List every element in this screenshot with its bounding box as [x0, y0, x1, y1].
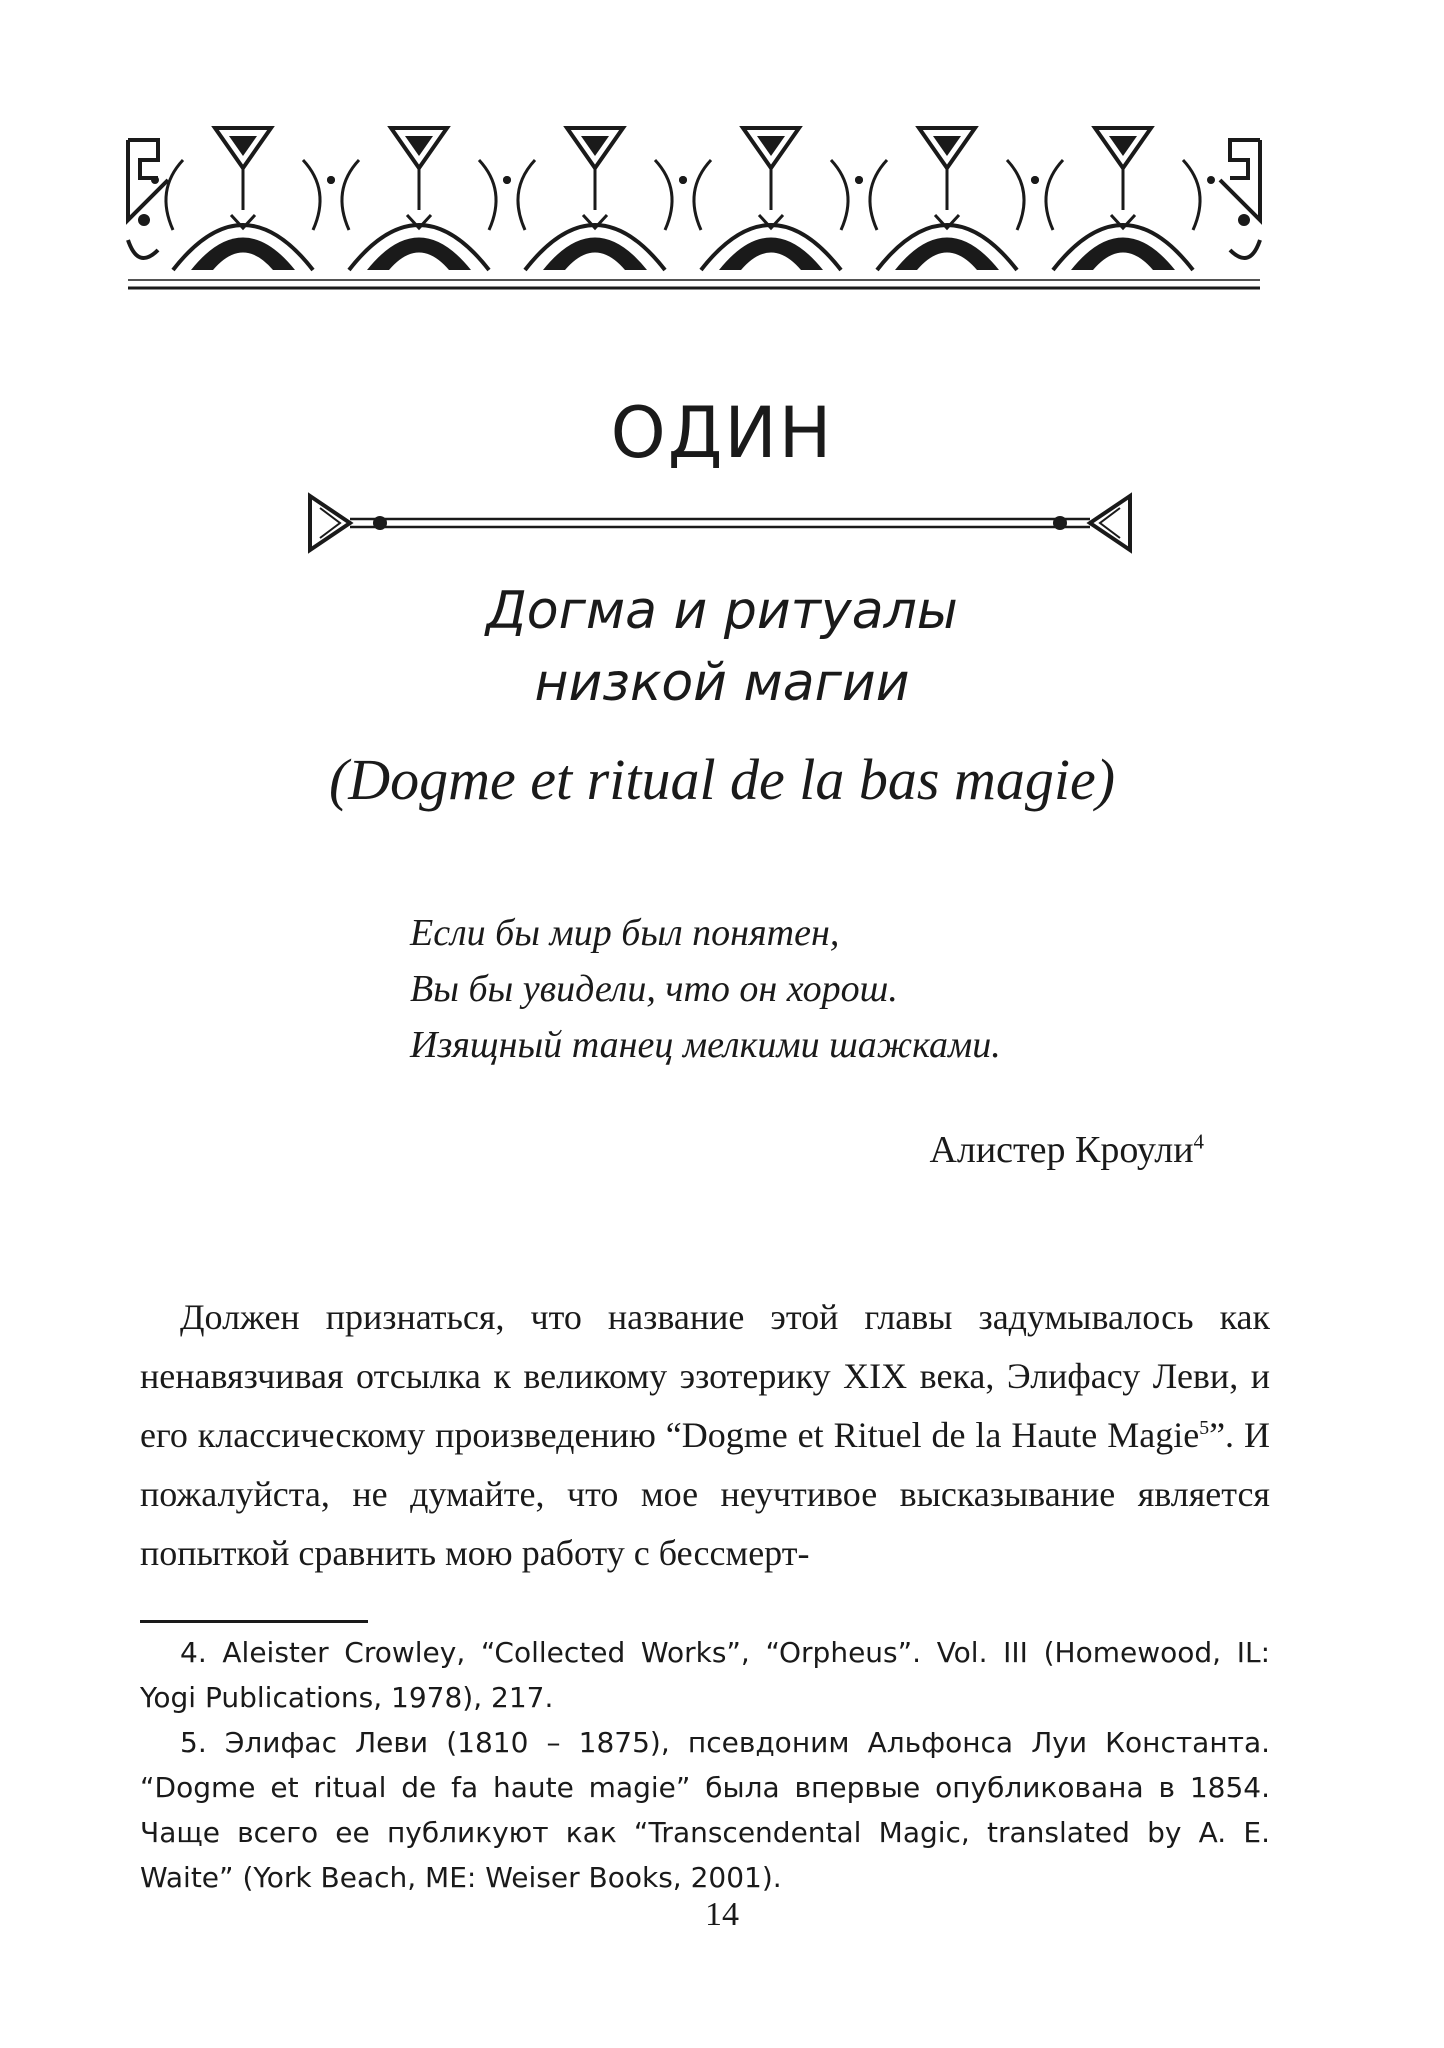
page-number: 14: [705, 1896, 739, 1933]
epigraph-line-1: Если бы мир был понятен,: [410, 912, 840, 954]
body-text: [140, 1288, 1270, 1583]
footnote-separator: [140, 1620, 368, 1623]
body-paragraph-part-1: Должен признаться, что название этой главы задумывалось как ненавязчивая отсылка к великому эзотерику XIX века, Элифасу Леви, и его классическому произведению “Dogme et Rituel de la Haute Magie: [140, 1297, 1270, 1455]
chapter-title: [0, 575, 1444, 719]
chapter-number: ОДИН: [610, 392, 834, 474]
body-paragraph: [140, 1288, 1270, 1583]
chapter-title-line-2: низкой магии: [534, 653, 910, 713]
epigraph-line-3: Изящный танец мелкими шажками.: [410, 1024, 1001, 1066]
footnote-5: 5. Элифас Леви (1810 – 1875), псевдоним Альфонса Луи Константа. “Dogme et ritual de fa haute magie” была впервые опубликована в 1854. Чаще всего ее публикуют как “Transcendental Magic, translated by A. E. Waite” (York Beach, ME: Weiser Books, 2001).: [140, 1726, 1270, 1894]
footnote-ref-5[interactable]: 5: [1199, 1417, 1210, 1439]
chapter-title-line-1: Догма и ритуалы: [486, 581, 958, 641]
header-ornament-icon: [118, 120, 1270, 295]
footnote-ref-4[interactable]: 4: [1193, 1129, 1204, 1154]
footnote-4: 4. Aleister Crowley, “Collected Works”, “Orpheus”. Vol. III (Homewood, IL: Yogi Publications, 1978), 217.: [140, 1636, 1270, 1714]
epigraph-author-name: Алистер Кроули: [929, 1129, 1194, 1171]
epigraph: [410, 905, 1001, 1073]
epigraph-line-2: Вы бы увидели, что он хорош.: [410, 968, 898, 1010]
body-paragraph-part-2: ”. И пожалуйста, не думайте, что мое неучтивое высказывание является попыткой сравнить мою работу с бессмерт-: [140, 1415, 1270, 1573]
epigraph-author: [929, 1128, 1204, 1174]
original-title: (Dogme et ritual de la bas magie): [328, 747, 1116, 812]
chapter-divider-icon: [305, 488, 1135, 558]
footnotes: [140, 1630, 1270, 1900]
